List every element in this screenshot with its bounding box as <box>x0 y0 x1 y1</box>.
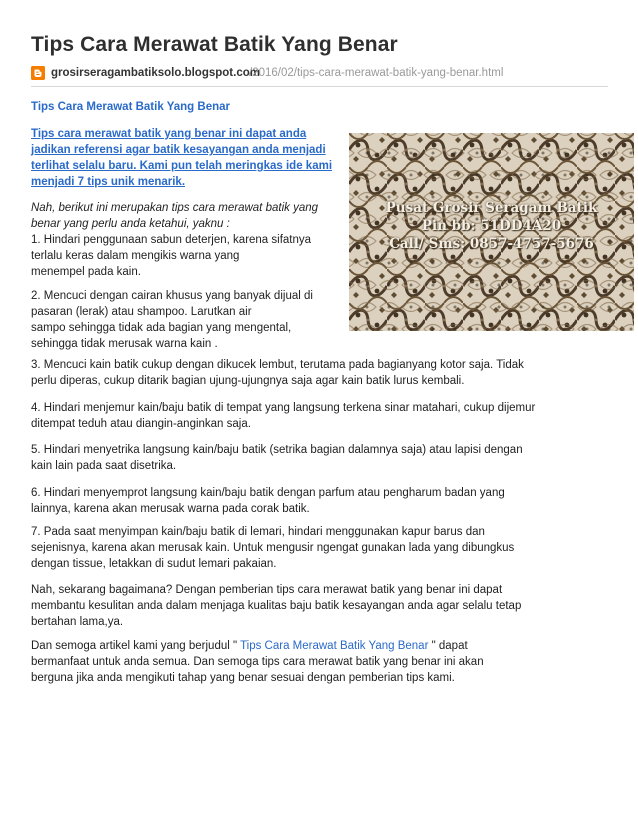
lead-paragraph <box>31 200 318 232</box>
blogger-icon <box>31 66 45 80</box>
text-line: berguna jika anda mengikuti tahap yang benar sesuai dengan pemberian tips kami. <box>31 672 455 684</box>
text-line: bermanfaat untuk anda semua. Dan semoga tips cara merawat batik yang benar ini akan <box>31 656 484 668</box>
tip-7 <box>31 524 514 572</box>
final-paragraph <box>31 638 484 686</box>
tip-3 <box>31 357 524 389</box>
source-domain-link[interactable]: grosirseragambatiksolo.blogspot.com <box>51 67 260 79</box>
tip-6 <box>31 485 505 517</box>
post-title: Tips Cara Merawat Batik Yang Benar <box>31 101 230 113</box>
final-suffix: " dapat <box>428 640 468 652</box>
text-line: ditempat teduh atau diangin-anginkan saja. <box>31 418 251 430</box>
text-line: lainnya, karena akan merusak warna pada corak batik. <box>31 503 310 515</box>
intro-link[interactable] <box>31 126 331 190</box>
intro-line: Tips cara merawat batik yang benar ini dapat anda <box>31 128 307 140</box>
text-line: sampo sehingga tidak ada bagian yang mengental, <box>31 322 292 334</box>
intro-line: jadikan referensi agar batik kesayangan anda menjadi <box>31 144 326 156</box>
tip-1 <box>31 232 311 280</box>
text-line: perlu diperas, cukup ditarik bagian ujung-ujungnya saja agar kain batik lurus kembali. <box>31 375 465 387</box>
watermark-line: Pin bb: 51DD4A20 <box>421 218 562 234</box>
closing-paragraph <box>31 582 521 630</box>
source-path: /2016/02/tips-cara-merawat-batik-yang-benar.html <box>249 67 504 79</box>
text-line: pasaran (lerak) atau shampoo. Larutkan air <box>31 306 252 318</box>
tip-4 <box>31 400 535 432</box>
text-line: terlalu keras dalam mengikis warna yang <box>31 250 240 262</box>
text-line: 6. Hindari menyemprot langsung kain/baju batik dengan parfum atau pengharum badan yang <box>31 487 505 499</box>
text-line: kain lain pada saat disetrika. <box>31 460 177 472</box>
intro-line: menjadi 7 tips unik menarik. <box>31 176 186 188</box>
text-line <box>31 638 484 654</box>
watermark-line: Call/ Sms: 0857-4757-5676 <box>389 236 594 252</box>
text-line: 3. Mencuci kain batik cukup dengan dikucek lembut, terutama pada bagianyang kotor saja. Tidak <box>31 359 524 371</box>
source-line <box>31 66 608 82</box>
batik-image <box>349 133 634 331</box>
text-line: 2. Mencuci dengan cairan khusus yang banyak dijual di <box>31 290 313 302</box>
text-line: bertahan lama,ya. <box>31 616 124 628</box>
tip-2 <box>31 288 313 352</box>
text-line: sehingga tidak merusak warna kain . <box>31 338 218 350</box>
article-title-link[interactable]: Tips Cara Merawat Batik Yang Benar <box>240 640 429 652</box>
page-title: Tips Cara Merawat Batik Yang Benar <box>31 33 398 56</box>
text-line: 5. Hindari menyetrika langsung kain/baju batik (setrika bagian dalamnya saja) atau lapisi dengan <box>31 444 523 456</box>
watermark-line: Pusat Grosir Seragam Batik <box>385 200 598 216</box>
text-line: sejenisnya, karena akan merusak kain. Untuk mengusir ngengat gunakan lada yang dibungkus <box>31 542 515 554</box>
final-prefix: Dan semoga artikel kami yang berjudul " <box>31 640 241 652</box>
text-line: benar yang perlu anda ketahui, yaknu : <box>31 218 230 230</box>
header-divider <box>31 86 608 87</box>
text-line: Nah, berikut ini merupakan tips cara merawat batik yang <box>31 202 319 214</box>
tip-5 <box>31 442 523 474</box>
text-line: menempel pada kain. <box>31 266 141 278</box>
text-line: dengan tissue, letakkan di sudut lemari pakaian. <box>31 558 277 570</box>
text-line: 7. Pada saat menyimpan kain/baju batik di lemari, hindari menggunakan kapur barus dan <box>31 526 485 538</box>
text-line: 1. Hindari penggunaan sabun deterjen, karena sifatnya <box>31 234 312 246</box>
text-line: membantu kesulitan anda dalam menjaga kualitas baju batik kesayangan anda agar selalu tetap <box>31 600 522 612</box>
text-line: Nah, sekarang bagaimana? Dengan pemberian tips cara merawat batik yang benar ini dapat <box>31 584 503 596</box>
text-line: 4. Hindari menjemur kain/baju batik di tempat yang langsung terkena sinar matahari, cukup dijemur <box>31 402 536 414</box>
intro-line: terlihat selalu baru. Kami pun telah meringkas ide kami <box>31 160 333 172</box>
